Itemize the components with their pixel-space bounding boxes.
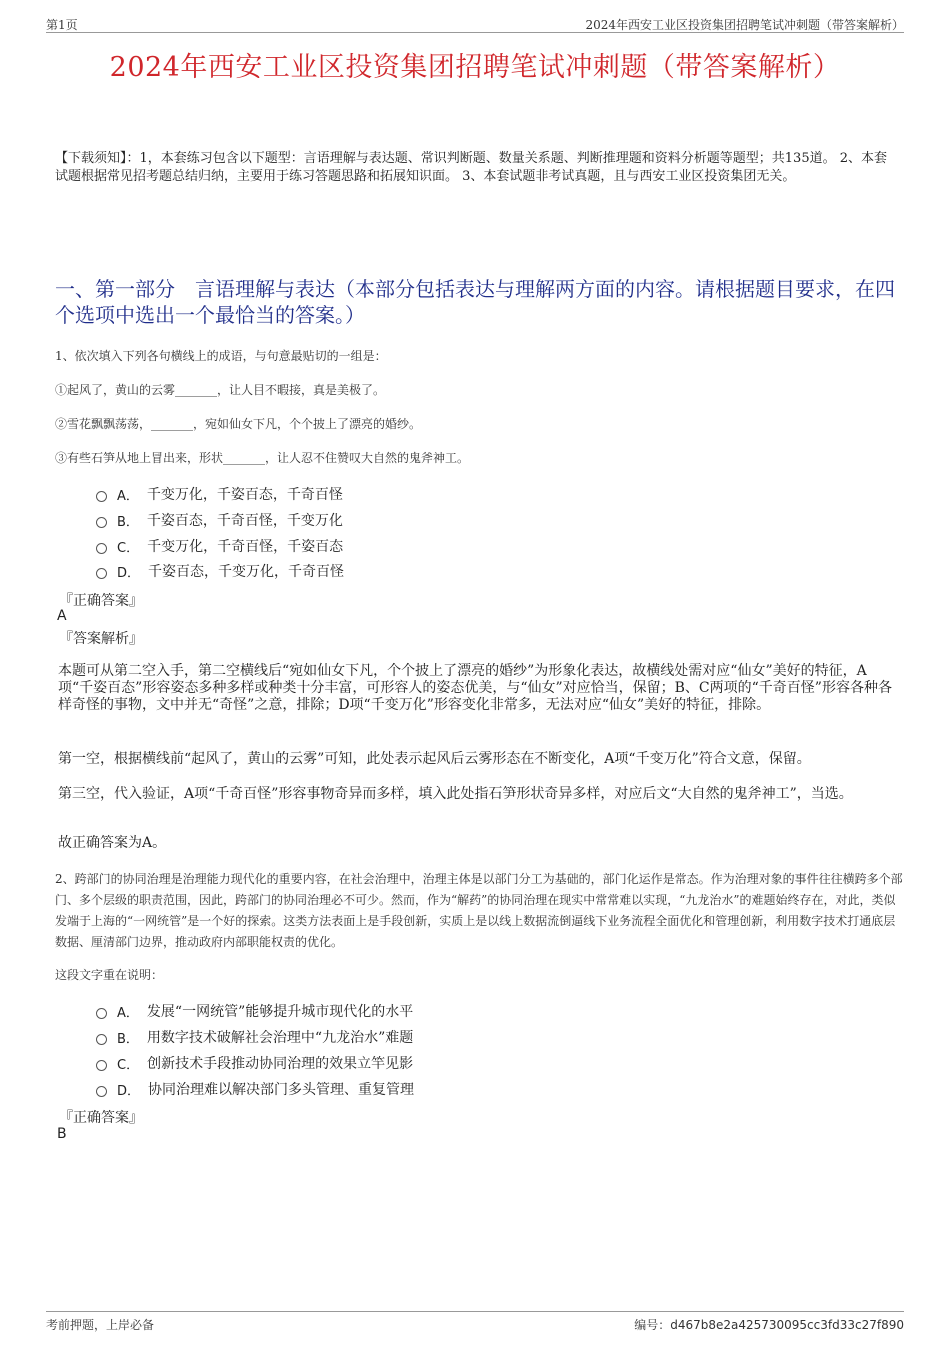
header-doc-title: 2024年西安工业区投资集团招聘笔试冲刺题（带答案解析） <box>585 18 904 32</box>
q1-option-c[interactable]: C． 千变万化，千奇百怪，千姿百态 <box>96 536 343 556</box>
radio-icon[interactable] <box>96 491 107 502</box>
radio-icon[interactable] <box>96 1034 107 1045</box>
q1-sentence-3: ③有些石笋从地上冒出来，形状_______，让人忍不住赞叹大自然的鬼斧神工。 <box>55 451 470 465</box>
radio-icon[interactable] <box>96 1008 107 1019</box>
radio-icon[interactable] <box>96 517 107 528</box>
radio-icon[interactable] <box>96 1060 107 1071</box>
q1-analysis-paragraph: 本题可从第二空入手，第二空横线后“宛如仙女下凡，个个披上了漂亮的婚纱”为形象化表达，故横线处需对应“仙女”美好的特征，A项“千姿百态”形容姿态多种多样或种类十分丰富，可形容人的姿态优美，与“仙女”对应恰当，保留；B、C两项的“千奇百怪”形容各种各样奇怪的事物，文中并无“奇怪”之意，排除；D项“千变万化”形容变化非常多，无法对应“仙女”美好的特征，排除。 <box>58 663 892 713</box>
q1-analysis-paragraph: 第三空，代入验证，A项“千奇百怪”形容事物奇异而多样，填入此处指石笋形状奇异多样，对应后文“大自然的鬼斧神工”，当选。 <box>58 786 853 802</box>
radio-icon[interactable] <box>96 543 107 554</box>
q1-answer: A <box>57 608 67 624</box>
download-notice: 【下载须知】：1，本套练习包含以下题型：言语理解与表达题、常识判断题、数量关系题、判断推理题和资料分析题等题型；共135道。 2、本套试题根据常见招考题总结归纳，主要用于练习答题思路和拓展知识面。 3、本套试题非考试真题，且与西安工业区投资集团无关。 <box>55 151 887 184</box>
q1-option-b[interactable]: B． 千姿百态，千奇百怪，千变万化 <box>96 510 343 530</box>
page-header <box>46 14 904 33</box>
q1-option-a[interactable]: A． 千变万化，千姿百态，千奇百怪 <box>96 484 343 504</box>
q2-option-a[interactable]: A． 发展“一网统管”能够提升城市现代化的水平 <box>96 1001 413 1021</box>
page-footer <box>46 1311 904 1332</box>
q2-answer-label: 『正确答案』 <box>59 1110 143 1126</box>
q2-stem: 2、跨部门的协同治理是治理能力现代化的重要内容，在社会治理中，治理主体是以部门分工为基础的，部门化运作是常态。作为治理对象的事件往往横跨多个部门、多个层级的职责范围，因此，跨部门的协同治理必不可少。然而，作为“解药”的协同治理在现实中常常难以实现，“九龙治水”的难题始终存在，对此，类似发端于上海的“一网统管”是一个好的探索。这类方法表面上是手段创新，实质上是以线上数据流倒逼线下业务流程全面优化和管理创新，利用数字技术打通底层数据、厘清部门边界，推动政府内部职能权责的优化。 <box>55 872 903 949</box>
q2-prompt: 这段文字重在说明： <box>55 968 164 982</box>
radio-icon[interactable] <box>96 568 107 579</box>
page-number: 第1页 <box>46 18 78 32</box>
page-title: 2024年西安工业区投资集团招聘笔试冲刺题（带答案解析） <box>109 52 841 83</box>
q1-sentence-2: ②雪花飘飘荡荡，_______，宛如仙女下凡，个个披上了漂亮的婚纱。 <box>55 417 422 431</box>
q1-sentence-1: ①起风了，黄山的云雾_______，让人目不暇接，真是美极了。 <box>55 383 386 397</box>
q1-analysis-label: 『答案解析』 <box>59 631 143 647</box>
q1-answer-label: 『正确答案』 <box>59 593 143 609</box>
q2-option-b[interactable]: B． 用数字技术破解社会治理中“九龙治水”难题 <box>96 1027 413 1047</box>
q1-analysis-paragraph: 第一空，根据横线前“起风了，黄山的云雾”可知，此处表示起风后云雾形态在不断变化，A项“千变万化”符合文意，保留。 <box>58 751 811 767</box>
q2-option-c[interactable]: C． 创新技术手段推动协同治理的效果立竿见影 <box>96 1053 413 1073</box>
footer-code: 编号：d467b8e2a425730095cc3fd33c27f890 <box>634 1318 904 1332</box>
q1-stem: 1、依次填入下列各句横线上的成语，与句意最贴切的一组是： <box>55 349 387 363</box>
q1-analysis-paragraph: 故正确答案为A。 <box>58 835 167 851</box>
section-title: 一、第一部分 言语理解与表达（本部分包括表达与理解两方面的内容。请根据题目要求，在四个选项中选出一个最恰当的答案。） <box>55 277 895 327</box>
q1-option-d[interactable]: D． 千姿百态，千变万化，千奇百怪 <box>96 561 344 581</box>
q2-answer: B <box>57 1126 67 1142</box>
radio-icon[interactable] <box>96 1086 107 1097</box>
q2-option-d[interactable]: D． 协同治理难以解决部门多头管理、重复管理 <box>96 1079 414 1099</box>
footer-slogan: 考前押题，上岸必备 <box>46 1318 155 1332</box>
